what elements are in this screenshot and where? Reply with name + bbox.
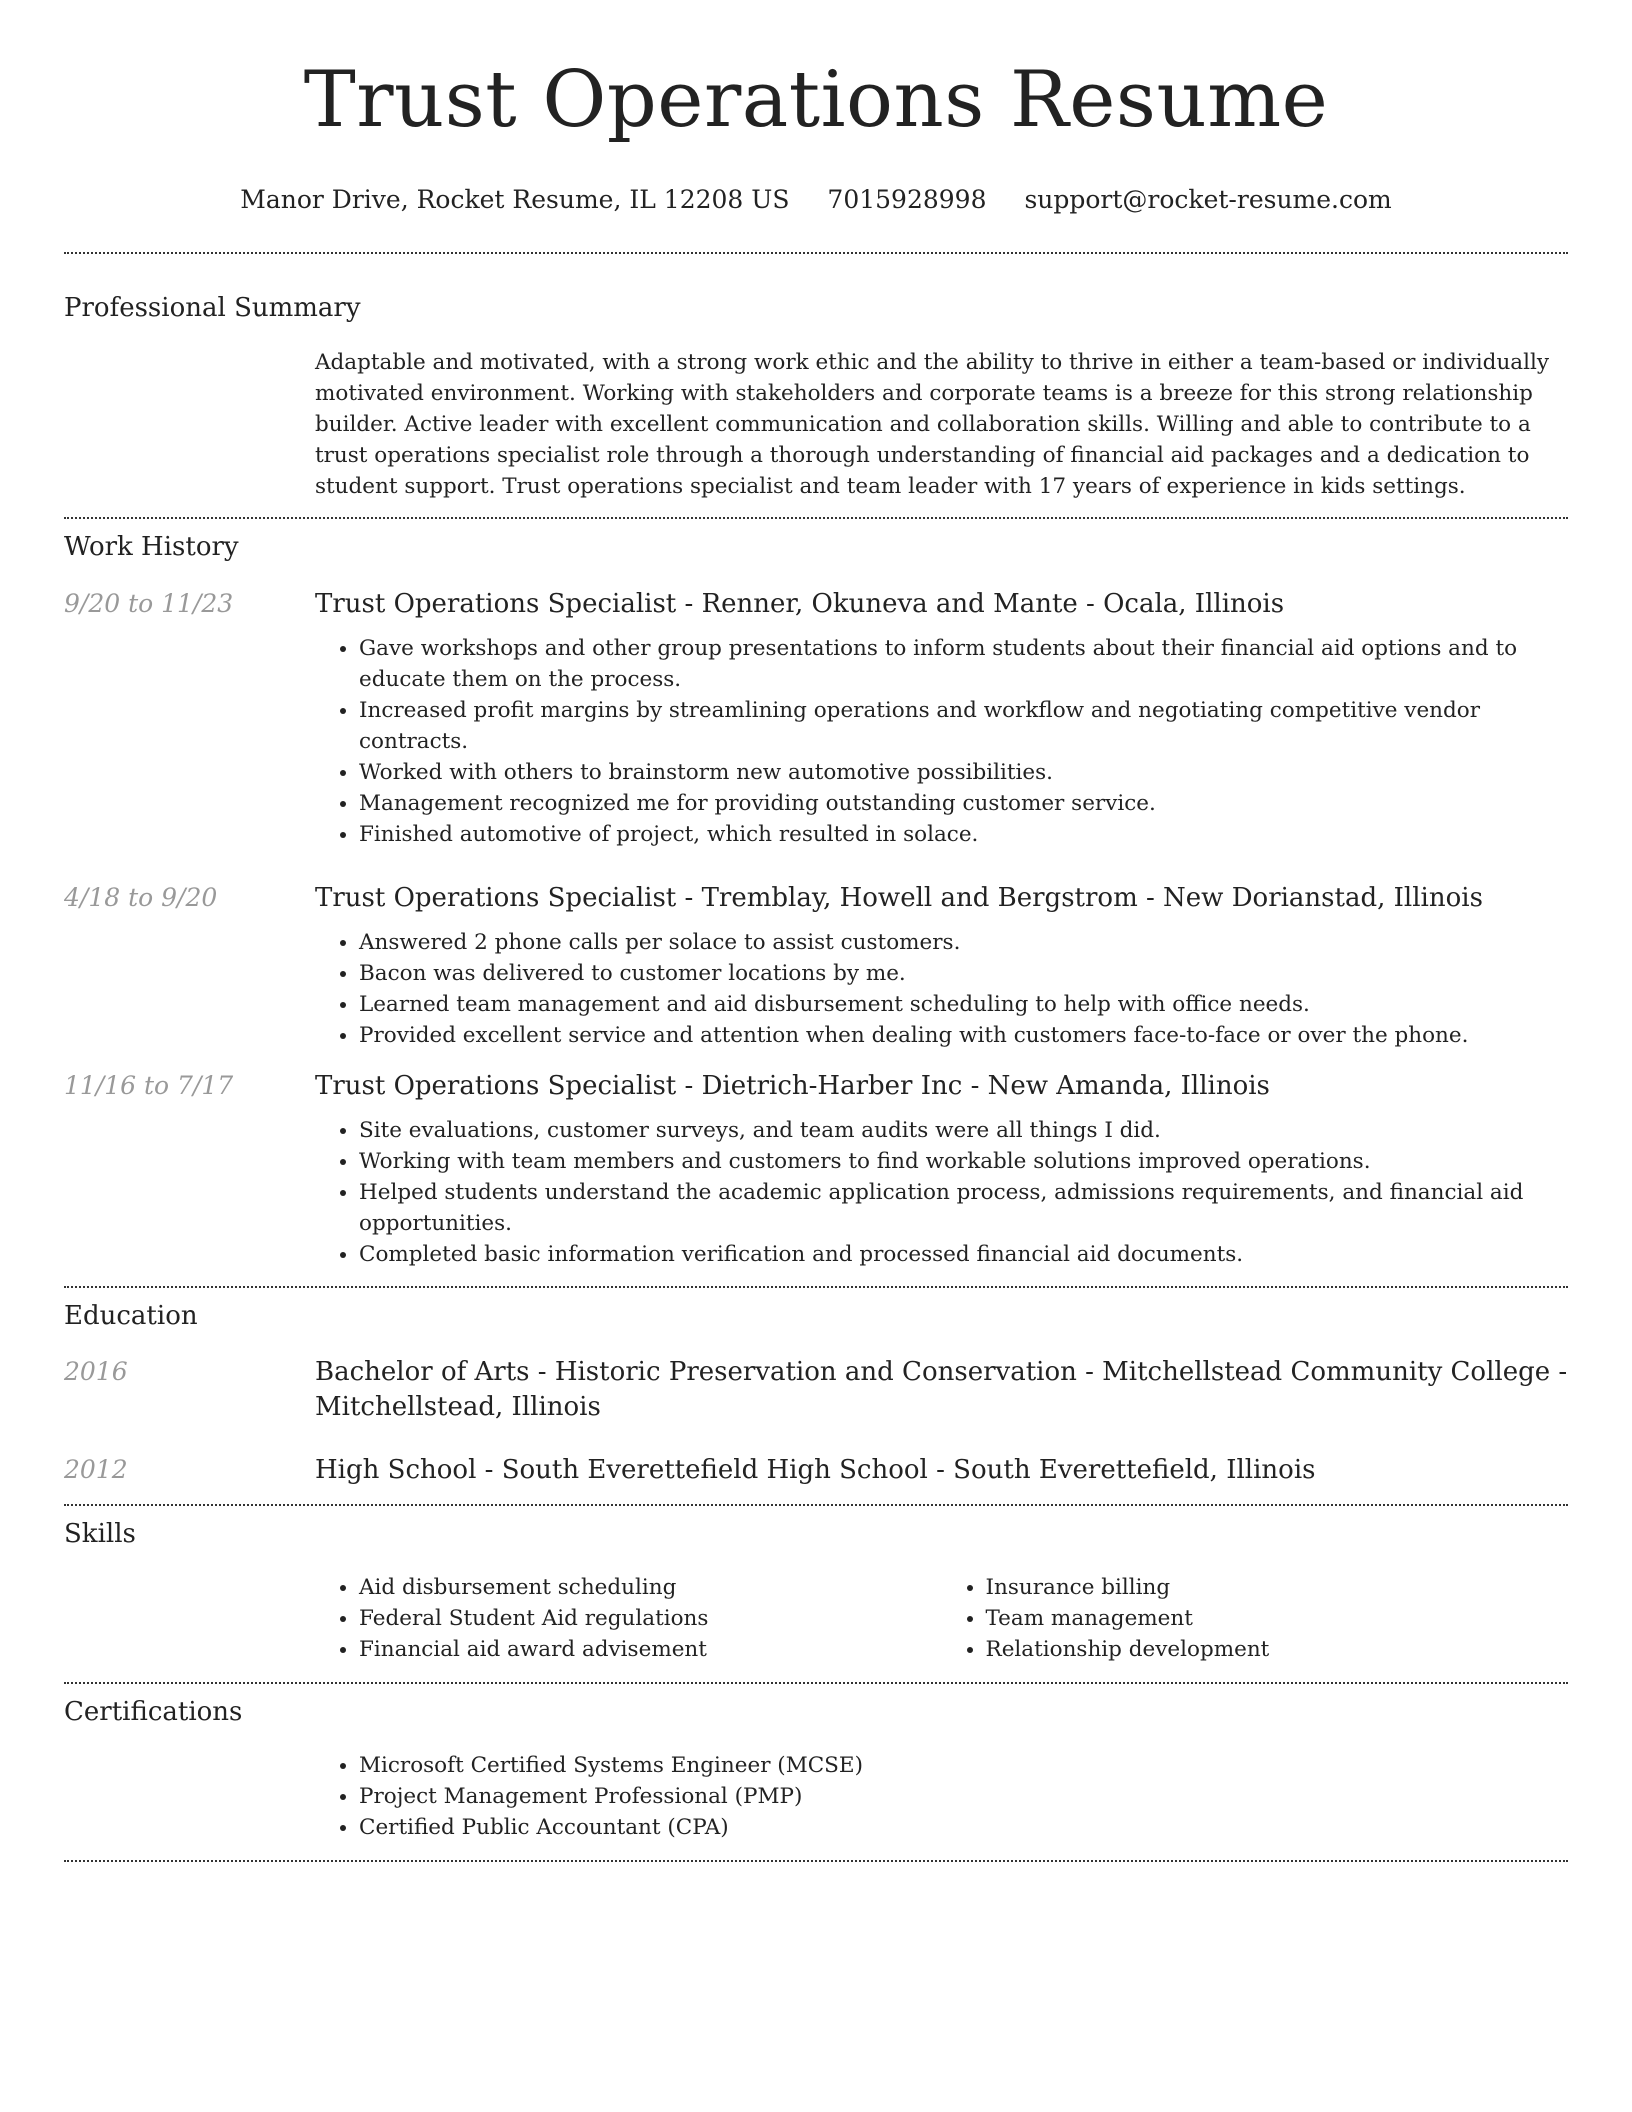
divider	[64, 517, 1568, 519]
divider	[64, 1860, 1568, 1862]
job-bullets	[315, 927, 1568, 1051]
skills-column-left	[315, 1572, 942, 1665]
job-title: Trust Operations Specialist - Renner, Okuneva and Mante - Ocala, Illinois	[315, 589, 1285, 619]
list-item: • Certified Public Accountant (CPA)	[359, 1812, 1568, 1843]
education-entry	[64, 1355, 1568, 1425]
skills-column-right	[942, 1572, 1569, 1665]
list-item: • Helped students understand the academic application process, admissions requirements, and financial aid opportunities.	[359, 1177, 1568, 1239]
list-item: • Management recognized me for providing outstanding customer service.	[359, 788, 1568, 819]
education-entry	[64, 1453, 1568, 1488]
contact-email: support@rocket-resume.com	[1024, 185, 1392, 214]
education-year: 2016	[64, 1357, 128, 1386]
summary-text: Adaptable and motivated, with a strong work ethic and the ability to thrive in either a team-based or individually motivated environment. Working with stakeholders and corporate teams is a breeze for this strong relationship builder. Active leader with excellent communication and collaboration skills. Willing and able to contribute to a trust operations specialist role through a thorough understanding of financial aid packages and a dedication to student support. Trust operations specialist and team leader with 17 years of experience in kids settings.	[315, 350, 1550, 499]
list-item: • Learned team management and aid disbursement scheduling to help with office needs.	[359, 989, 1568, 1020]
education-year: 2012	[64, 1455, 128, 1484]
job-entry	[64, 587, 1568, 850]
divider	[64, 1286, 1568, 1288]
education-text: High School - South Everettefield High School - South Everettefield, Illinois	[315, 1455, 1316, 1485]
job-entry	[64, 881, 1568, 1051]
job-bullets	[315, 633, 1568, 850]
list-item: • Site evaluations, customer surveys, and team audits were all things I did.	[359, 1115, 1568, 1146]
resume-title: Trust Operations Resume	[303, 55, 1329, 145]
list-item: • Bacon was delivered to customer locations by me.	[359, 958, 1568, 989]
job-title: Trust Operations Specialist - Tremblay, Howell and Bergstrom - New Dorianstad, Illinois	[315, 883, 1483, 913]
job-entry	[64, 1069, 1568, 1270]
list-item: • Aid disbursement scheduling	[359, 1572, 942, 1603]
section-title-summary: Professional Summary	[64, 293, 361, 323]
job-bullets	[315, 1115, 1568, 1270]
list-item: • Finished automotive of project, which resulted in solace.	[359, 819, 1568, 850]
certifications-list	[315, 1750, 1568, 1843]
section-title-education: Education	[64, 1301, 198, 1331]
education-text: Bachelor of Arts - Historic Preservation and Conservation - Mitchellstead Community College - Mitchellstead, Illinois	[315, 1357, 1568, 1422]
list-item: • Microsoft Certified Systems Engineer (MCSE)	[359, 1750, 1568, 1781]
job-dates: 4/18 to 9/20	[64, 883, 218, 912]
list-item: • Completed basic information verification and processed financial aid documents.	[359, 1239, 1568, 1270]
list-item: • Team management	[986, 1603, 1569, 1634]
list-item: • Project Management Professional (PMP)	[359, 1781, 1568, 1812]
divider	[64, 1504, 1568, 1506]
list-item: • Answered 2 phone calls per solace to assist customers.	[359, 927, 1568, 958]
list-item: • Financial aid award advisement	[359, 1634, 942, 1665]
contact-line	[0, 184, 1632, 216]
certifications-column	[315, 1750, 1568, 1843]
list-item: • Working with team members and customers to find workable solutions improved operations.	[359, 1146, 1568, 1177]
list-item: • Federal Student Aid regulations	[359, 1603, 942, 1634]
section-title-certifications: Certifications	[64, 1697, 243, 1727]
section-title-skills: Skills	[64, 1519, 136, 1549]
divider	[64, 1682, 1568, 1684]
job-dates: 9/20 to 11/23	[64, 589, 234, 618]
job-dates: 11/16 to 7/17	[64, 1071, 234, 1100]
contact-phone: 7015928998	[827, 185, 987, 214]
list-item: • Increased profit margins by streamlining operations and workflow and negotiating competitive vendor contracts.	[359, 695, 1568, 757]
list-item: • Insurance billing	[986, 1572, 1569, 1603]
job-title: Trust Operations Specialist - Dietrich-Harber Inc - New Amanda, Illinois	[315, 1071, 1270, 1101]
section-title-work-history: Work History	[64, 532, 239, 562]
list-item: • Worked with others to brainstorm new automotive possibilities.	[359, 757, 1568, 788]
list-item: • Gave workshops and other group presentations to inform students about their financial aid options and to educate them on the process.	[359, 633, 1568, 695]
skills-list	[315, 1572, 1568, 1665]
list-item: • Provided excellent service and attention when dealing with customers face-to-face or over the phone.	[359, 1020, 1568, 1051]
list-item: • Relationship development	[986, 1634, 1569, 1665]
divider	[64, 252, 1568, 254]
contact-address: Manor Drive, Rocket Resume, IL 12208 US	[240, 185, 790, 214]
